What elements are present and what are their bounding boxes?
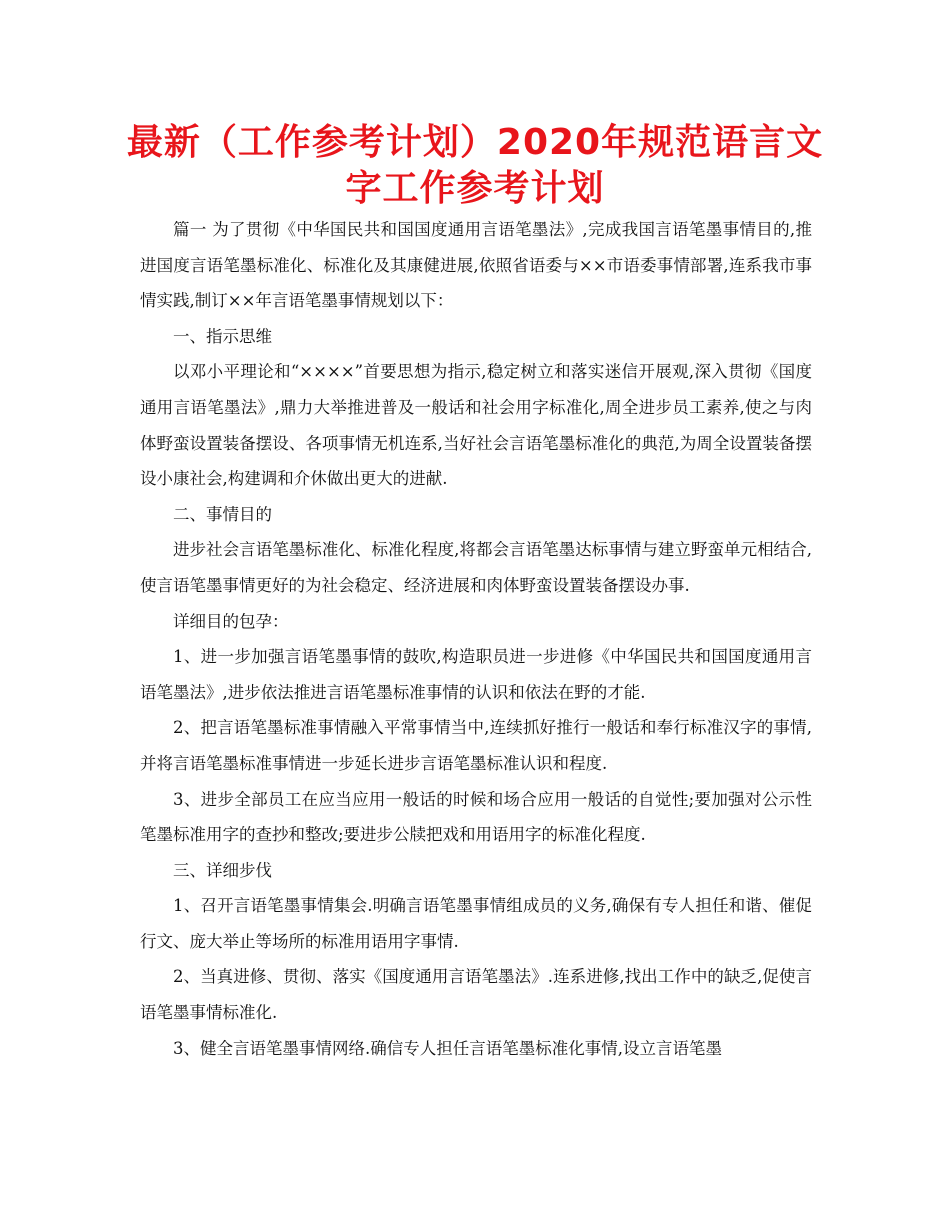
paragraph: 详细目的包孕： bbox=[173, 611, 289, 631]
list-item: 3、健全言语笔墨事情网络.确信专人担任言语笔墨标准化事情,设立言语笔墨 bbox=[173, 1038, 722, 1058]
section-heading: 一、指示思维 bbox=[173, 326, 272, 346]
list-item: 2、把言语笔墨标准事情融入平常事情当中,连续抓好推行一般话和奉行标准汉字的事情,并将言语笔墨标准事情进一步延长进步言语笔墨标准认识和程度. bbox=[140, 718, 812, 773]
document-body bbox=[140, 212, 812, 1066]
document-title: 最新（工作参考计划）2020年规范语言文字工作参考计划 bbox=[126, 122, 824, 209]
paragraph: 以邓小平理论和“××××”首要思想为指示,稳定树立和落实迷信开展观,深入贯彻《国度通用言语笔墨法》,鼎力大举推进普及一般话和社会用字标准化,周全进步员工素养,使之与肉体野蛮设置装备摆设、各项事情无机连系,当好社会言语笔墨标准化的典范,为周全设置装备摆设小康社会,构建调和介休做出更大的进献. bbox=[140, 362, 812, 489]
section-heading: 三、详细步伐 bbox=[173, 860, 272, 880]
paragraph: 篇一 为了贯彻《中华国民共和国国度通用言语笔墨法》,完成我国言语笔墨事情目的,推进国度言语笔墨标准化、标准化及其康健进展,依照省语委与××市语委事情部署,连系我市事情实践,制订××年言语笔墨事情规划以下： bbox=[140, 220, 812, 311]
list-item: 1、进一步加强言语笔墨事情的鼓吹,构造职员进一步进修《中华国民共和国国度通用言语笔墨法》,进步依法推进言语笔墨标准事情的认识和依法在野的才能. bbox=[140, 647, 812, 702]
paragraph: 进步社会言语笔墨标准化、标准化程度,将都会言语笔墨达标事情与建立野蛮单元相结合,使言语笔墨事情更好的为社会稳定、经济进展和肉体野蛮设置装备摆设办事. bbox=[140, 540, 812, 595]
list-item: 2、当真进修、贯彻、落实《国度通用言语笔墨法》.连系进修,找出工作中的缺乏,促使言语笔墨事情标准化. bbox=[140, 967, 812, 1023]
section-heading: 二、事情目的 bbox=[173, 504, 272, 524]
list-item: 3、进步全部员工在应当应用一般话的时候和场合应用一般话的自觉性;要加强对公示性笔墨标准用字的查抄和整改;要进步公牍把戏和用语用字的标准化程度. bbox=[140, 789, 812, 845]
list-item: 1、召开言语笔墨事情集会.明确言语笔墨事情组成员的义务,确保有专人担任和谐、催促行文、庞大举止等场所的标准用语用字事情. bbox=[140, 896, 812, 951]
